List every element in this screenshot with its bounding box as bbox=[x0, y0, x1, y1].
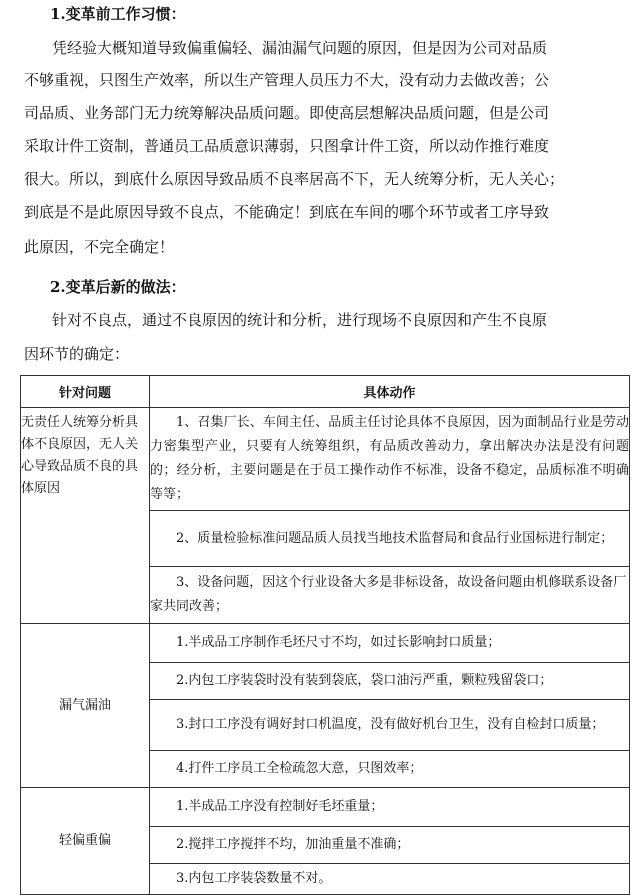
section-1-line: 司品质、业务部门无力统筹解决品质问题。即使高层想解决品质问题，但是公司 bbox=[24, 104, 550, 122]
action-cell: 1.半成品工序制作毛坯尺寸不均，如过长影响封口质量； bbox=[150, 624, 630, 663]
action-cell: 4.打件工序员工全检疏忽大意，只图效率； bbox=[150, 751, 630, 788]
issue-cell: 轻偏重偏 bbox=[21, 788, 150, 895]
table-row bbox=[21, 408, 630, 511]
header-issue: 针对问题 bbox=[21, 376, 150, 408]
header-action: 具体动作 bbox=[150, 376, 630, 408]
section-2-heading: 2.变革后新的做法： bbox=[50, 278, 186, 296]
action-cell: 1、召集厂长、车间主任、品质主任讨论具体不良原因，因为面制品行业是劳动力密集型产业，只要有人统筹组织，有品质改善动力，拿出解决办法是没有问题的；经分析，主要问题是在于员工操作动作不标准，设备不稳定，品质标准不明确等等； bbox=[150, 408, 630, 511]
actions-table bbox=[20, 375, 630, 895]
section-1-line: 到底是不是此原因导致不良点，不能确定！到底在车间的哪个环节或者工序导致 bbox=[24, 203, 550, 221]
section-1-line: 很大。所以，到底什么原因导致品质不良率居高不下，无人统筹分析，无人关心； bbox=[24, 170, 565, 188]
action-cell: 2.内包工序装袋时没有装到袋底，袋口油污严重，颗粒残留袋口； bbox=[150, 663, 630, 700]
action-cell: 2、质量检验标准问题品质人员找当地技术监督局和食品行业国标进行制定； bbox=[150, 511, 630, 567]
section-1-line: 凭经验大概知道导致偏重偏轻、漏油漏气问题的原因，但是因为公司对品质 bbox=[52, 39, 548, 57]
action-cell: 3.内包工序装袋数量不对。 bbox=[150, 864, 630, 895]
issue-cell: 漏气漏油 bbox=[21, 624, 150, 788]
action-cell: 2.搅拌工序搅拌不均，加油重量不准确； bbox=[150, 827, 630, 864]
table-header-row bbox=[21, 376, 630, 408]
issue-cell: 无责任人统筹分析具体不良原因，无人关心导致品质不良的具体原因 bbox=[21, 408, 150, 624]
table-row bbox=[21, 624, 630, 663]
action-cell: 1.半成品工序没有控制好毛坯重量； bbox=[150, 788, 630, 827]
section-1-line: 采取计件工资制，普通员工品质意识薄弱，只图拿计件工资，所以动作推行难度 bbox=[24, 137, 550, 155]
section-2-line: 因环节的确定： bbox=[24, 345, 130, 363]
section-1-heading: 1.变革前工作习惯： bbox=[50, 5, 186, 23]
table-row bbox=[21, 788, 630, 827]
section-2-line: 针对不良点，通过不良原因的统计和分析，进行现场不良原因和产生不良原 bbox=[52, 311, 548, 329]
section-1-line: 不够重视，只图生产效率，所以生产管理人员压力不大，没有动力去做改善；公 bbox=[24, 71, 550, 89]
action-cell: 3、设备问题，因这个行业设备大多是非标设备，故设备问题由机修联系设备厂家共同改善； bbox=[150, 567, 630, 624]
action-cell: 3.封口工序没有调好封口机温度，没有做好机台卫生，没有自检封口质量； bbox=[150, 700, 630, 751]
section-1-line: 此原因，不完全确定！ bbox=[24, 238, 175, 256]
